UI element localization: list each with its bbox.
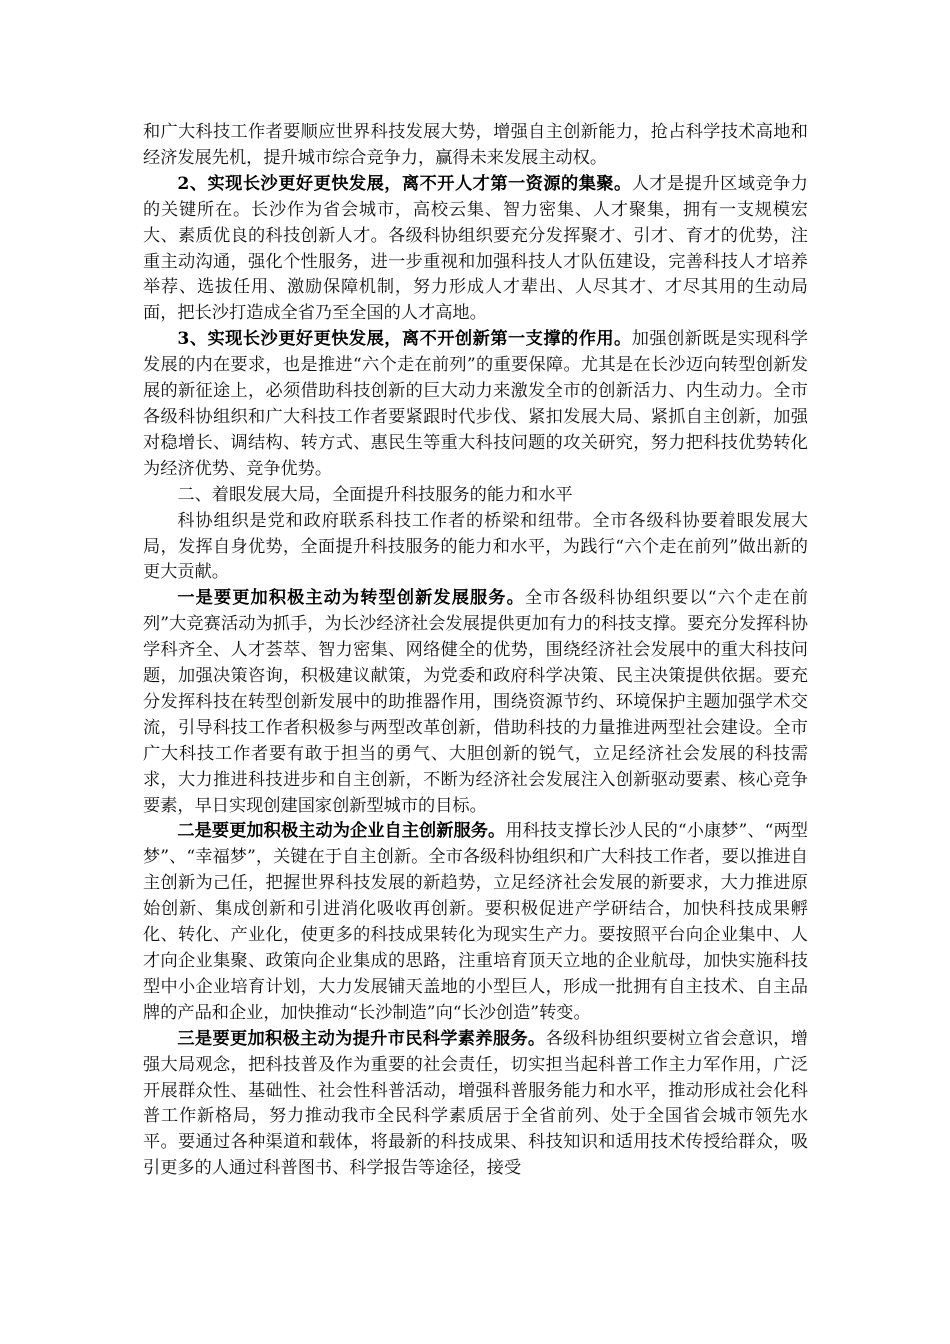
paragraph-innovation xyxy=(143,327,808,482)
paragraph-continuation xyxy=(143,120,808,172)
paragraph-heading: 2、实现长沙更好更快发展，离不开人才第一资源的集聚。 xyxy=(177,173,632,194)
paragraph-text: 人才是提升区域竞争力的关键所在。长沙作为省会城市，高校云集、智力密集、人才聚集，拥有一支规模宏大、素质优良的科技创新人才。各级科协组织要充分发挥聚才、引才、育才的优势，注重主动沟通，强化个性服务，进一步重视和加强科技人才队伍建设，完善科技人才培养举荐、选拔任用、激励保障机制，努力形成人才辈出、人尽其才、才尽其用的生动局面，把长沙打造成全省乃至全国的人才高地。 xyxy=(143,173,808,324)
paragraph-text: 和广大科技工作者要顺应世界科技发展大势，增强自主创新能力，抢占科学技术高地和经济发展先机，提升城市综合竞争力，赢得未来发展主动权。 xyxy=(143,122,808,168)
paragraph-point-3 xyxy=(143,1027,808,1182)
section-heading xyxy=(143,483,808,509)
paragraph-text: 科协组织是党和政府联系科技工作者的桥梁和纽带。全市各级科协要着眼发展大局，发挥自身优势，全面提升科技服务的能力和水平，为践行“六个走在前列”做出新的更大贡献。 xyxy=(143,510,808,583)
paragraph-point-2 xyxy=(143,819,808,1026)
paragraph-text: 用科技支撑长沙人民的“小康梦”、“两型梦”、“幸福梦”，关键在于自主创新。全市各级科协组织和广大科技工作者，要以推进自主创新为己任，把握世界科技发展的新趋势，立足经济社会发展的新要求，大力推进原始创新、集成创新和引进消化吸收再创新。要积极促进产学研结合，加快科技成果孵化、转化、产业化，使更多的科技成果转化为现实生产力。要按照平台向企业集中、人才向企业集聚、政策向企业集成的思路，注重培育顶天立地的企业航母，加快实施科技型中小企业培育计划，大力发展铺天盖地的小型巨人，形成一批拥有自主技术、自主品牌的产品和企业，加快推动“长沙制造”向“长沙创造”转变。 xyxy=(143,821,808,1023)
paragraph-heading: 三是要更加积极主动为提升市民科学素养服务。 xyxy=(177,1028,546,1049)
paragraph-point-1 xyxy=(143,586,808,819)
paragraph-text: 全市各级科协组织要以“六个走在前列”大竞赛活动为抓手，为长沙经济社会发展提供更加有力的科技支撑。要充分发挥科协学科齐全、人才荟萃、智力密集、网络健全的优势，围绕经济社会发展中的重大科技问题，加强决策咨询，积极建议献策，为党委和政府科学决策、民主决策提供依据。要充分发挥科技在转型创新发展中的助推器作用，围绕资源节约、环境保护主题加强学术交流，引导科技工作者积极参与两型改革创新，借助科技的力量推进两型社会建设。全市广大科技工作者要有敢于担当的勇气、大胆创新的锐气，立足经济社会发展的科技需求，大力推进科技进步和自主创新，不断为经济社会发展注入创新驱动要素、核心竞争要素，早日实现创建国家创新型城市的目标。 xyxy=(143,588,808,816)
paragraph-talent xyxy=(143,172,808,327)
paragraph-text: 各级科协组织要树立省会意识，增强大局观念，把科技普及作为重要的社会责任，切实担当起科普工作主力军作用，广泛开展群众性、基础性、社会性科普活动，增强科普服务能力和水平，推动形成社会化科普工作新格局，努力推动我市全民科学素质居于全省前列、处于全国省会城市领先水平。要通过各种渠道和载体，将最新的科技成果、科技知识和适用技术传授给群众，吸引更多的人通过科普图书、科学报告等途径，接受 xyxy=(143,1028,808,1179)
paragraph-heading: 二是要更加积极主动为企业自主创新服务。 xyxy=(177,821,506,842)
paragraph-text: 加强创新既是实现科学发展的内在要求，也是推进“六个走在前列”的重要保障。尤其是在长沙迈向转型创新发展的新征途上，必须借助科技创新的巨大动力来激发全市的创新活力、内生动力。全市各级科协组织和广大科技工作者要紧跟时代步伐、紧扣发展大局、紧抓自主创新，加强对稳增长、调结构、转方式、惠民生等重大科技问题的攻关研究，努力把科技优势转化为经济优势、竞争优势。 xyxy=(143,329,808,479)
paragraph-heading: 一是要更加积极主动为转型创新发展服务。 xyxy=(177,588,525,609)
document-page xyxy=(143,120,808,1182)
section-heading-text: 二、着眼发展大局，全面提升科技服务的能力和水平 xyxy=(177,484,573,505)
paragraph-intro xyxy=(143,509,808,587)
paragraph-heading: 3、实现长沙更好更快发展，离不开创新第一支撑的作用。 xyxy=(177,329,632,350)
